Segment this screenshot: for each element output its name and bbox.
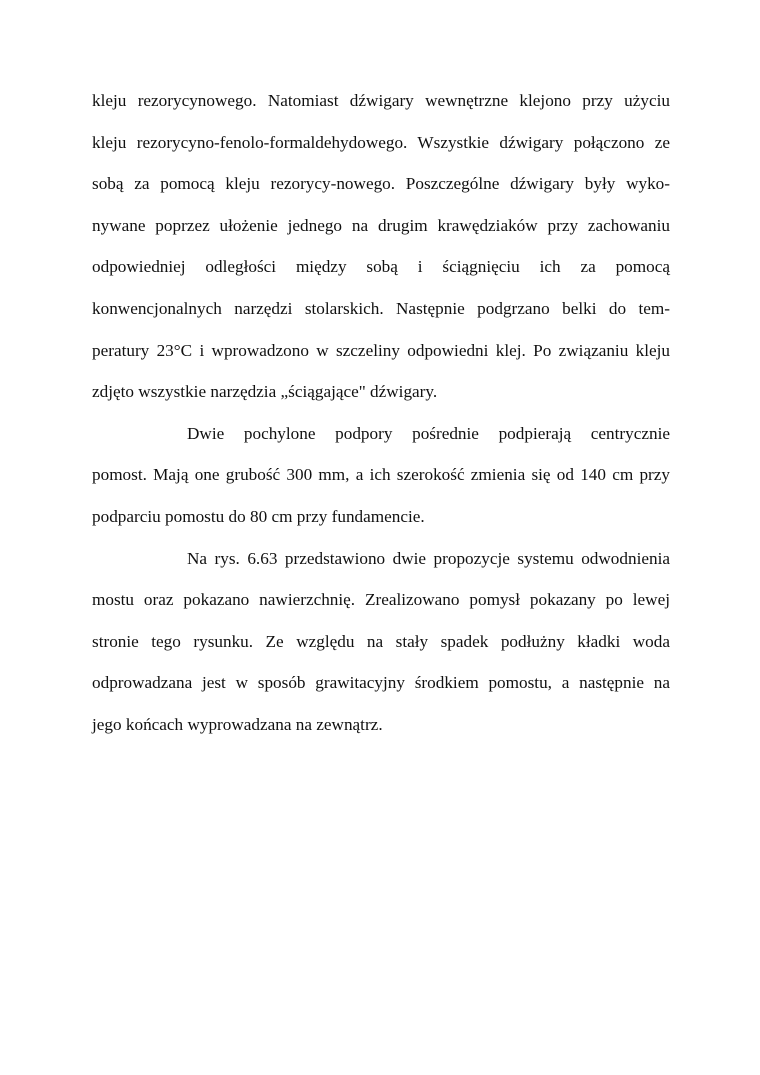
text-line: odpowiedniej odległości między sobą i ściągnięciu ich za pomocą [92, 257, 670, 277]
paragraph-adhesive-bonding [92, 90, 670, 423]
paragraph-supports [92, 423, 670, 548]
text-line: odprowadzana jest w sposób grawitacyjny środkiem pomostu, a następnie na [92, 673, 670, 693]
text-line: kleju rezorycyno-fenolo-formaldehydowego. Wszystkie dźwigary połączono ze [92, 132, 670, 152]
text-line: mostu oraz pokazano nawierzchnię. Zrealizowano pomysł pokazany po lewej [92, 590, 670, 610]
text-line: konwencjonalnych narzędzi stolarskich. Następnie podgrzano belki do tem- [92, 298, 670, 318]
text-line: podparciu pomostu do 80 cm przy fundamencie. [92, 506, 425, 526]
text-line: sobą za pomocą kleju rezorycy-nowego. Poszczególne dźwigary były wyko- [92, 174, 670, 194]
text-line: jego końcach wyprowadzana na zewnątrz. [92, 714, 383, 734]
text-line: kleju rezorycynowego. Natomiast dźwigary wewnętrzne klejono przy użyciu [92, 91, 670, 110]
text-line: peratury 23°C i wprowadzono w szczeliny odpowiedni klej. Po związaniu kleju [92, 340, 670, 360]
text-line: zdjęto wszystkie narzędzia „ściągające" dźwigary. [92, 382, 438, 402]
paragraph-drainage [92, 548, 670, 756]
text-line: Na rys. 6.63 przedstawiono dwie propozycje systemu odwodnienia [187, 548, 670, 568]
text-line: stronie tego rysunku. Ze względu na stały spadek podłużny kładki woda [92, 631, 670, 651]
text-line: nywane poprzez ułożenie jednego na drugim krawędziaków przy zachowaniu [92, 215, 670, 235]
text-line: Dwie pochylone podpory pośrednie podpierają centrycznie [187, 423, 670, 443]
text-line: pomost. Mają one grubość 300 mm, a ich szerokość zmienia się od 140 cm przy [92, 465, 670, 485]
body-text [92, 90, 670, 756]
